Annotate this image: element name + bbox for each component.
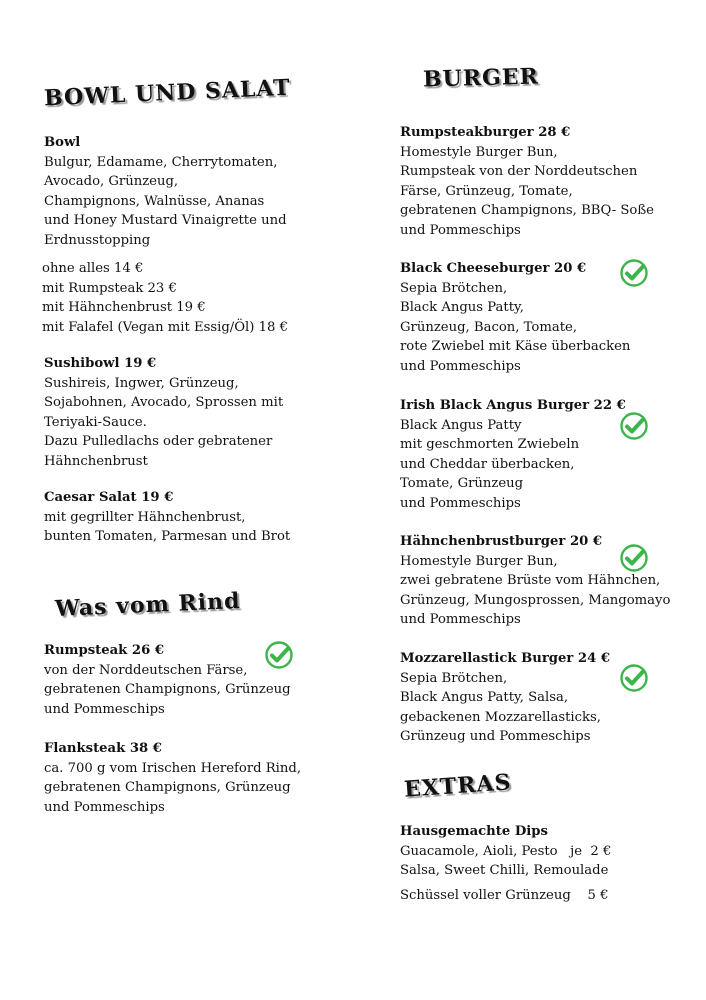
menu-item-mozzarellastick-burger <box>400 649 610 747</box>
item-line: Grünzeug, Bacon, Tomate, <box>400 319 578 335</box>
menu-item-hausgemachte-dips <box>400 822 611 881</box>
item-line: Grünzeug, Mungosprossen, Mangomayo <box>400 592 671 608</box>
item-line: Dazu Pulledlachs oder gebratener <box>44 434 273 450</box>
menu-item-caesar-salat <box>44 488 290 547</box>
item-title: Hähnchenbrustburger 20 € <box>400 534 603 549</box>
item-line: Homestyle Burger Bun, <box>400 553 558 569</box>
burger-heading: BURGER <box>422 63 540 93</box>
item-line: Black Angus Patty, Salsa, <box>400 690 569 706</box>
menu-item-irish-black-angus-burger <box>400 396 626 514</box>
item-line: Sepia Brötchen, <box>400 670 508 686</box>
item-line: gebackenen Mozzarellasticks, <box>400 709 601 725</box>
item-line: Färse, Grünzeug, Tomate, <box>400 183 573 199</box>
bowl-option: mit Falafel (Vegan mit Essig/Öl) 18 € <box>42 319 288 335</box>
bowl-options <box>42 259 288 337</box>
item-title: Rumpsteak 26 € <box>44 643 165 658</box>
item-line: ca. 700 g vom Irischen Hereford Rind, <box>44 760 302 776</box>
item-line: Guacamole, Aioli, Pesto je 2 € <box>400 843 612 859</box>
item-title: Sushibowl 19 € <box>44 356 157 371</box>
item-line: Salsa, Sweet Chilli, Remoulade <box>400 863 609 879</box>
item-line: von der Norddeutschen Färse, <box>44 662 248 678</box>
item-title: Black Cheeseburger 20 € <box>400 261 587 276</box>
item-title: Rumpsteakburger 28 € <box>400 125 571 140</box>
menu-item-rumpsteakburger <box>400 123 654 241</box>
item-line: und Pommeschips <box>400 222 521 238</box>
item-line: mit geschmorten Zwiebeln <box>400 437 580 453</box>
item-line: und Pommeschips <box>400 612 521 628</box>
item-line: Grünzeug und Pommeschips <box>400 729 591 745</box>
item-line: Champignons, Walnüsse, Ananas <box>44 193 265 209</box>
item-line: und Pommeschips <box>400 358 521 374</box>
item-line: Black Angus Patty, <box>400 300 524 316</box>
item-line: Homestyle Burger Bun, <box>400 144 558 160</box>
item-line: und Honey Mustard Vinaigrette und <box>44 213 287 229</box>
item-line: Hähnchenbrust <box>44 453 148 469</box>
bowl-option: mit Hähnchenbrust 19 € <box>42 300 206 316</box>
item-line: gebratenen Champignons, BBQ- Soße <box>400 203 654 219</box>
bowl-option: mit Rumpsteak 23 € <box>42 280 177 296</box>
item-line: und Pommeschips <box>44 799 165 815</box>
green-check-circle-icon <box>619 411 649 441</box>
extras-heading: EXTRAS <box>403 769 513 803</box>
item-line: gebratenen Champignons, Grünzeug <box>44 682 291 698</box>
menu-item-bowl <box>44 133 287 251</box>
item-line: mit gegrillter Hähnchenbrust, <box>44 509 246 525</box>
menu-item-schuessel-gruenzeug: Schüssel voller Grünzeug 5 € <box>400 888 609 903</box>
was-vom-rind-heading: Was vom Rind <box>54 587 241 623</box>
green-check-circle-icon <box>619 543 649 573</box>
item-line: Sepia Brötchen, <box>400 280 508 296</box>
item-title: Irish Black Angus Burger 22 € <box>400 398 626 413</box>
green-check-circle-icon <box>619 663 649 693</box>
item-title: Mozzarellastick Burger 24 € <box>400 651 611 666</box>
item-line: gebratenen Champignons, Grünzeug <box>44 780 291 796</box>
menu-item-flanksteak <box>44 739 301 817</box>
item-line: Rumpsteak von der Norddeutschen <box>400 164 638 180</box>
item-line: und Cheddar überbacken, <box>400 456 575 472</box>
item-line: Tomate, Grünzeug <box>400 476 524 492</box>
green-check-circle-icon <box>264 640 294 670</box>
item-line: zwei gebratene Brüste vom Hähnchen, <box>400 573 661 589</box>
green-check-circle-icon <box>619 258 649 288</box>
bowl-und-salat-heading: BOWL UND SALAT <box>43 74 292 112</box>
item-line: und Pommeschips <box>44 701 165 717</box>
item-title: Flanksteak 38 € <box>44 741 162 756</box>
item-line: Sojabohnen, Avocado, Sprossen mit <box>44 395 284 411</box>
item-line: rote Zwiebel mit Käse überbacken <box>400 339 631 355</box>
item-line: Black Angus Patty <box>400 417 522 433</box>
item-line: Sushireis, Ingwer, Grünzeug, <box>44 375 239 391</box>
item-line: Avocado, Grünzeug, <box>44 174 179 190</box>
item-line: Erdnusstopping <box>44 232 151 248</box>
menu-item-sushibowl <box>44 354 283 472</box>
item-line: bunten Tomaten, Parmesan und Brot <box>44 529 291 545</box>
menu-item-rumpsteak <box>44 641 291 719</box>
item-title: Bowl <box>44 135 81 150</box>
item-line: und Pommeschips <box>400 495 521 511</box>
menu-item-black-cheeseburger <box>400 259 630 377</box>
bowl-option: ohne alles 14 € <box>42 261 144 276</box>
item-line: Bulgur, Edamame, Cherrytomaten, <box>44 154 278 170</box>
item-title: Caesar Salat 19 € <box>44 490 174 505</box>
item-title: Hausgemachte Dips <box>400 824 548 839</box>
item-line: Teriyaki-Sauce. <box>44 414 147 430</box>
